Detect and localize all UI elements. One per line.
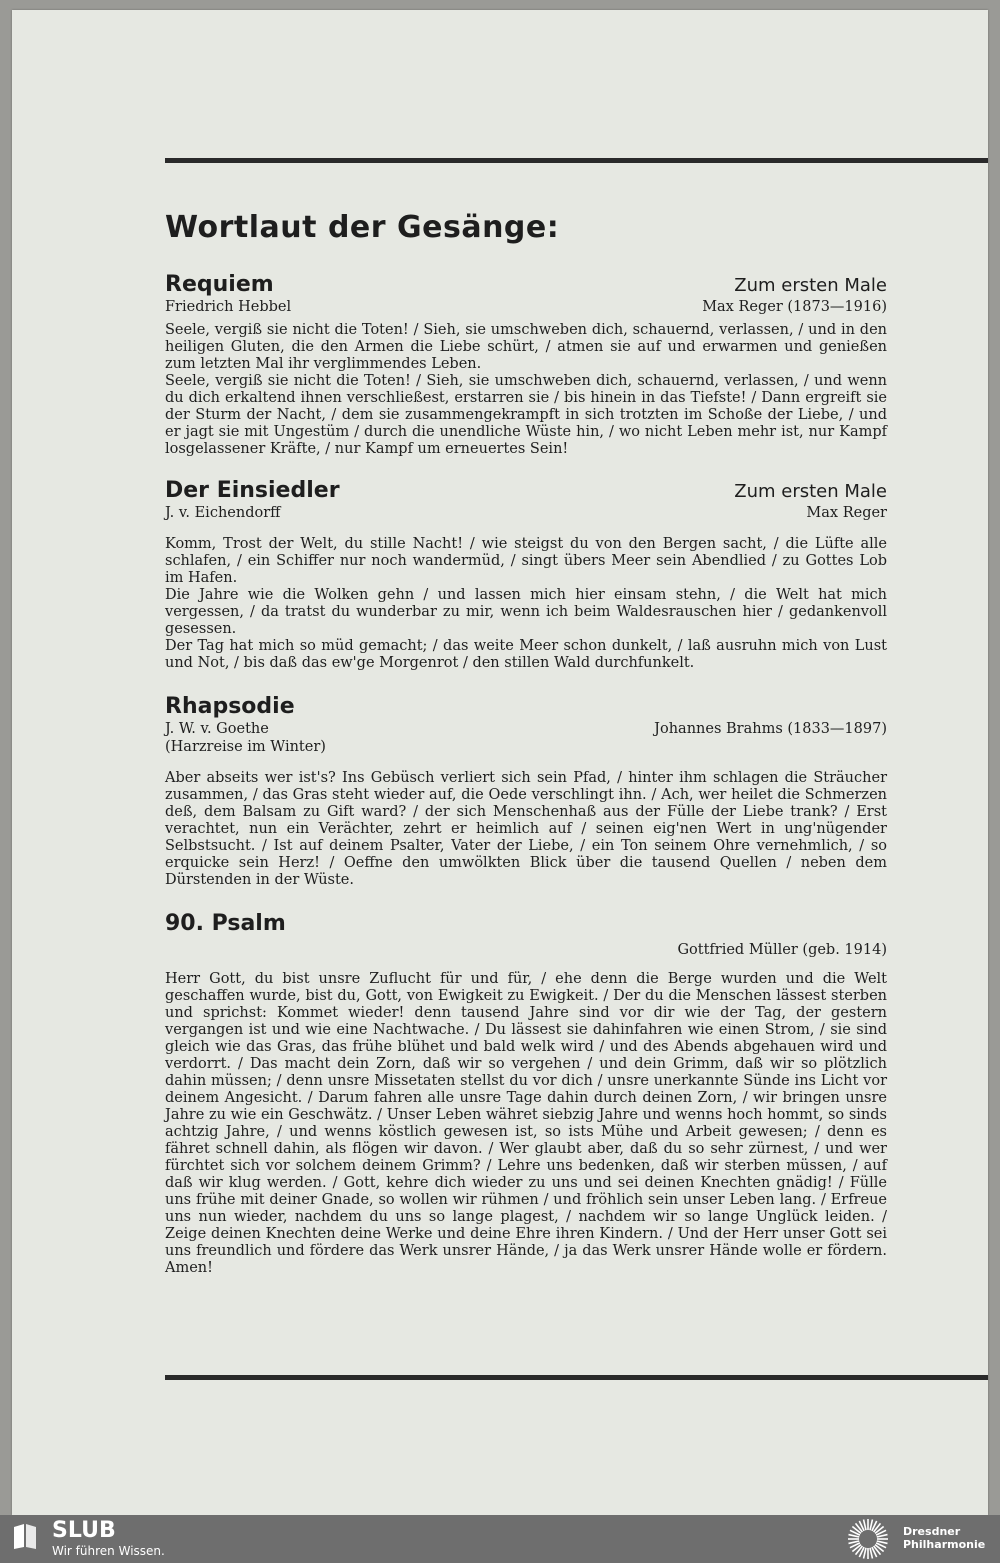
premiere-note: Zum ersten Male <box>734 275 887 296</box>
song-requiem <box>165 272 887 458</box>
bottom-rule <box>165 1375 988 1380</box>
song-title: 90. Psalm <box>165 911 286 936</box>
bleed-through-shadow <box>177 90 857 130</box>
song-rhapsodie <box>165 694 887 889</box>
song-psalm-90 <box>165 911 887 1277</box>
song-einsiedler <box>165 478 887 672</box>
top-rule <box>165 158 988 163</box>
song-header <box>165 272 887 298</box>
song-composer: Johannes Brahms (1833—1897) <box>654 721 887 737</box>
slub-book-icon <box>10 1521 40 1551</box>
song-composer: Max Reger <box>806 505 887 521</box>
song-lyrics <box>165 971 887 1277</box>
song-author: Friedrich Hebbel <box>165 299 292 315</box>
song-credits <box>165 720 887 756</box>
lyric-paragraph: Aber abseits wer ist's? Ins Gebüsch verliert sich sein Pfad, / hinter ihm schlagen die Sträucher zusammen, / das Gras steht wieder auf, die Oede verschlingt ihn. / Ach, wer heilet die Schmerzen deß, dem Balsam zu Gift ward? / der sich Menschenhaß aus der Fülle der Liebe trank? / Erst verachtet, nun ein Verächter, zehrt er heimlich auf / seinen eig'nen Wert in ung'nügender Selbstsucht. / Ist auf deinem Psalter, Vater der Liebe, / ein Ton seinem Ohre vernehmlich, / so erquicke sein Herz! / Oeffne den umwölkten Blick über die tausend Quellen / neben dem Dürstenden in der Wüste. <box>165 770 887 888</box>
lyric-paragraph: Komm, Trost der Welt, du stille Nacht! / wie steigst du von den Bergen sacht, / die Lüfte alle schlafen, / ein Schiffer nur noch wandermüd, / singt übers Meer sein Abendlied / zu Gottes Lob im Hafen. <box>165 536 887 586</box>
philharmonie-sunburst-icon <box>842 1517 894 1561</box>
lyric-paragraph: Der Tag hat mich so müd gemacht; / das weite Meer schon dunkelt, / laß ausruhn mich von Lust und Not, / bis daß das ew'ge Morgenrot / den stillen Wald durchfunkelt. <box>165 638 887 671</box>
song-header <box>165 694 887 720</box>
song-title: Rhapsodie <box>165 694 295 719</box>
library-name: SLUB <box>52 1518 116 1543</box>
song-header <box>165 911 887 937</box>
song-author: J. v. Eichendorff <box>165 505 281 521</box>
song-composer: Gottfried Müller (geb. 1914) <box>677 942 887 958</box>
lyric-paragraph: Herr Gott, du bist unsre Zuflucht für und für, / ehe denn die Berge wurden und die Welt geschaffen wurde, bist du, Gott, von Ewigkeit zu Ewigkeit. / Der du die Menschen lässest sterben und sprichst: Kommet wieder! denn tausend Jahre sind vor dir wie der Tag, der gestern vergangen ist und wie eine Nachtwache. / Du lässest sie dahinfahren wie einen Strom, / sie sind gleich wie das Gras, das frühe blühet und bald welk wird / und des Abends abgehauen wird und verdorrt. / Das macht dein Zorn, daß wir so vergehen / und dein Grimm, daß wir so plötzlich dahin müssen; / denn unsre Missetaten stellst du vor dich / unsre unerkannte Sünde ins Licht vor deinem Angesicht. / Darum fahren alle unsre Tage dahin durch deinen Zorn, / wir bringen unsre Jahre zu wie ein Geschwätz. / Unser Leben währet siebzig Jahre und wenns hoch hommt, so sinds achtzig Jahre, / und wenns köstlich gewesen ist, so ists Mühe und Arbeit gewesen; / denn es fähret schnell dahin, als flögen wir davon. / Wer glaubt aber, daß du so sehr zürnest, / und wer fürchtet sich vor solchem deinem Grimm? / Lehre uns bedenken, daß wir sterben müssen, / auf daß wir klug werden. / Gott, kehre dich wieder zu uns und sei deinen Knechten gnädig! / Fülle uns frühe mit deiner Gnade, so wollen wir rühmen / und fröhlich sein unser Leben lang. / Erfreue uns nun wieder, nachdem du uns so lange plagest, / nachdem wir so lange Unglück leiden. / Zeige deinen Knechten deine Werke und deine Ehre ihren Kindern. / Und der Herr unser Gott sei uns freundlich und fördere das Werk unsrer Hände, / ja das Werk unsrer Hände wolle er fördern. Amen! <box>165 971 887 1276</box>
song-title: Der Einsiedler <box>165 478 340 503</box>
song-author: J. W. v. Goethe (Harzreise im Winter) <box>165 721 326 755</box>
song-lyrics <box>165 770 887 889</box>
document-content <box>165 210 887 1277</box>
song-lyrics <box>165 536 887 672</box>
song-credits <box>165 504 887 522</box>
song-lyrics <box>165 322 887 458</box>
song-credits <box>165 298 887 316</box>
song-header <box>165 478 887 504</box>
footer-bar <box>0 1515 1000 1563</box>
partner-name: Dresdner Philharmonie <box>903 1525 986 1551</box>
song-title: Requiem <box>165 272 274 297</box>
lyric-paragraph: Die Jahre wie die Wolken gehn / und lassen mich hier einsam stehn, / die Welt hat mich vergessen, / da tratst du wunderbar zu mir, wenn ich beim Waldesrauschen hier / gedankenvoll gesessen. <box>165 587 887 637</box>
library-tagline: Wir führen Wissen. <box>52 1544 165 1558</box>
song-credits <box>165 941 887 959</box>
song-composer: Max Reger (1873—1916) <box>702 299 887 315</box>
premiere-note: Zum ersten Male <box>734 481 887 502</box>
lyric-paragraph: Seele, vergiß sie nicht die Toten! / Sieh, sie umschweben dich, schauernd, verlassen, / und wenn du dich erkaltend ihnen verschließest, erstarren sie / bis hinein in das Tiefste! / Dann ergreift sie der Sturm der Nacht, / dem sie zusammengekrampft in sich trotzten im Schoße der Liebe, / und er jagt sie mit Ungestüm / durch die unendliche Wüste hin, / wo nicht Leben mehr ist, nur Kampf losgelassener Kräfte, / nur Kampf um erneuertes Sein! <box>165 373 887 457</box>
lyric-paragraph: Seele, vergiß sie nicht die Toten! / Sieh, sie umschweben dich, schauernd, verlassen, / und in den heiligen Gluten, die den Armen die Liebe schürt, / atmen sie auf und erwarmen und genießen zum letzten Mal ihr verglimmendes Leben. <box>165 322 887 372</box>
page-title: Wortlaut der Gesänge: <box>165 210 560 245</box>
